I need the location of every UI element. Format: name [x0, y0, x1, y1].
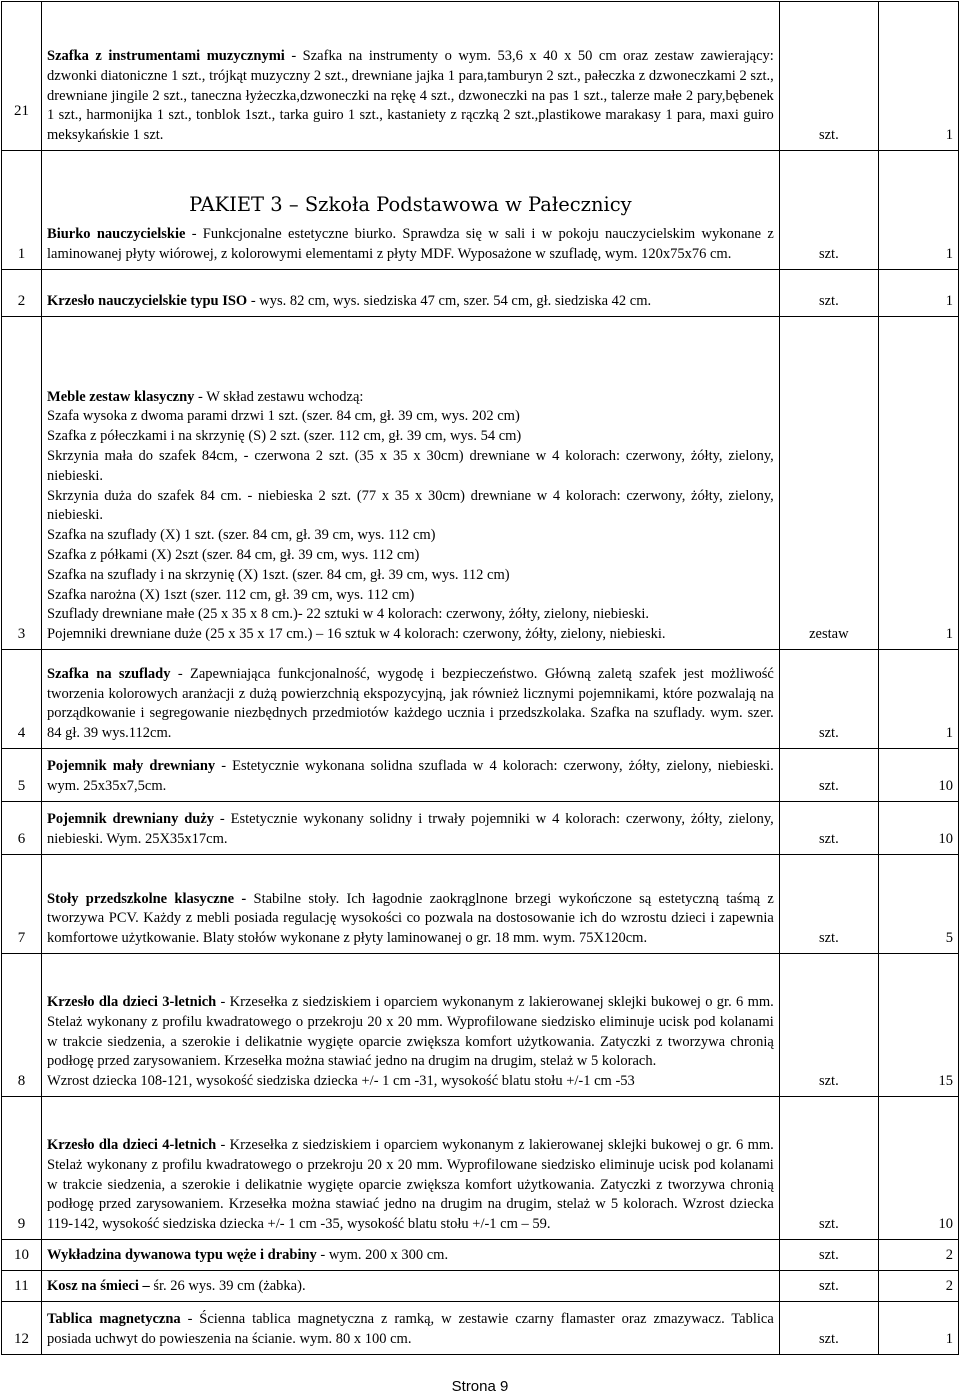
list-item: Skrzynia duża do szafek 84 cm. - niebieska 2 szt. (77 x 35 x 30cm) drewniane w 4 kolorach: czerwony, żółty, zielony, niebieski.	[47, 487, 774, 524]
item-title: Meble zestaw klasyczny	[47, 388, 195, 405]
package-heading: PAKIET 3 – Szkoła Podstawowa w Pałecznicy	[189, 193, 632, 217]
item-quantity: 2	[878, 1240, 958, 1271]
list-item: Szafka z półeczkami i na skrzynię (S) 2 szt. (szer. 112 cm, gł. 39 cm, wys. 54 cm)	[47, 428, 522, 445]
item-text: - wym. 200 x 300 cm.	[316, 1247, 449, 1264]
list-item: Pojemniki drewniane duże (25 x 35 x 17 cm.) – 16 sztuk w 4 kolorach: czerwony, żółty, zielony, niebieski.	[47, 626, 666, 643]
item-text: - wys. 82 cm, wys. siedziska 47 cm, szer. 54 cm, gł. siedziska 42 cm.	[247, 293, 652, 310]
item-description	[42, 1271, 780, 1302]
item-unit: szt.	[779, 749, 878, 802]
table-row	[2, 954, 959, 1097]
table-row	[2, 1097, 959, 1240]
row-number: 1	[2, 151, 42, 270]
item-text: - Funkcjonalne estetyczne biurko. Sprawdza się w sali i w pokoju nauczycielskim wykonane z laminowanej płyty wiórowej, z kolorowymi elementami z płyty MDF. Wyposażone w szufladę, wym. 120x75x76 cm.	[47, 226, 774, 263]
row-number: 9	[2, 1097, 42, 1240]
item-description	[42, 802, 780, 855]
list-item: Szafka na szuflady i na skrzynię (X) 1szt. (szer. 84 cm, gł. 39 cm, wys. 112 cm)	[47, 566, 510, 583]
list-item: Skrzynia mała do szafek 84cm, - czerwona 2 szt. (35 x 35 x 30cm) drewniane w 4 kolorach: czerwony, żółty, zielony, niebieski.	[47, 448, 774, 484]
item-quantity: 10	[878, 749, 958, 802]
item-text: - W skład zestawu wchodzą:	[194, 388, 364, 405]
item-unit: szt.	[779, 151, 878, 270]
item-text: - Ścienna tablica magnetyczna z ramką, w zestawie czarny flamaster oraz zmazywacz. Tablica posiada uchwyt do powieszenia na ścianie. wym. 80 x 100 cm.	[47, 1311, 774, 1348]
item-description	[42, 650, 780, 749]
item-text-2: Wzrost dziecka 108-121, wysokość siedziska dziecka +/- 1 cm -31, wysokość blatu stołu +/-1 cm -53	[47, 1073, 635, 1090]
item-text: - Krzesełka z siedziskiem i oparciem wykonanym z lakierowanej sklejki bukowej o gr. 6 mm. Stelaż wykonany z profilu kwadratowego o przekroju 20 x 20 mm. Wyprofilowane siedzisko eliminuje ucisk pod kolanami w trakcie siedzenia, a szerokie i delikatnie wygięte oparcie zwiększa komfort użytkowania. Zatyczki z tworzywa chronią podłogę przed zarysowaniem. Krzesełka można stawiać jedno na drugim na drugim, stelaż w 5 kolorach. Wzrost dziecka 119-142, wysokość siedziska dziecka +/- 1 cm -35, wysokość blatu stołu +/-1 cm – 59.	[47, 1137, 774, 1233]
item-quantity: 15	[878, 954, 958, 1097]
item-text: Stabilne stoły. Ich łagodnie zaokrąglnone brzegi wykończone są estetyczną taśmą z tworzywa PCV. Każdy z mebli posiada regulację wysokości co pozwala na dostosowanie ich do wzrostu dzieci i zapewnia komfortowe użytkowanie. Blaty stołów wykonane z płyty laminowanej o gr. 18 mm. wym. 75X120cm.	[47, 890, 774, 947]
item-description	[42, 1097, 780, 1240]
item-title: Stoły przedszkolne klasyczne -	[47, 890, 247, 907]
table-row	[2, 151, 959, 270]
row-number: 10	[2, 1240, 42, 1271]
page-number: Strona 9	[451, 1378, 509, 1395]
item-description	[42, 855, 780, 954]
row-number: 8	[2, 954, 42, 1097]
item-title: Pojemnik mały drewniany	[47, 758, 216, 775]
item-unit: szt.	[779, 954, 878, 1097]
table-row	[2, 749, 959, 802]
item-quantity: 1	[878, 2, 958, 151]
row-number: 12	[2, 1302, 42, 1355]
table-row	[2, 855, 959, 954]
table-row	[2, 802, 959, 855]
item-text: - Estetycznie wykonany solidny i trwały pojemniki w 4 kolorach: czerwony, żółty, zielony, niebieski. Wym. 25X35x17cm.	[47, 811, 774, 848]
row-number: 5	[2, 749, 42, 802]
row-number: 11	[2, 1271, 42, 1302]
row-number: 2	[2, 270, 42, 317]
list-item: Szafka narożna (X) 1szt (szer. 112 cm, gł. 39 cm, wys. 112 cm)	[47, 586, 415, 603]
row-number: 4	[2, 650, 42, 749]
item-title: Kosz na śmieci –	[47, 1278, 150, 1295]
item-text: - Szafka na instrumenty o wym. 53,6 x 40 x 50 cm oraz zestaw zawierający: dzwonki diatoniczne 1 szt., trójkąt muzyczny 2 szt., drewniane jajka 1 para,tamburyn 2 szt., pałeczka z dzwoneczkami 2 szt., drewniane jingile 2 szt., taneczna łyżeczka,dzwoneczki na rękę 4 szt., dzwoneczki na pas 1 szt., talerze małe 2 pary,bębenek 1 szt., harmonijka 1 szt., tonblok 1szt., tarka guiro 1 szt., kastaniety z rączką 2 szt.,plastikowe marakasy 1 para, maxi guiro meksykańskie 1 szt.	[47, 48, 774, 144]
item-title: Krzesło dla dzieci 3-letnich	[47, 994, 217, 1011]
item-unit: szt.	[779, 270, 878, 317]
item-title: Krzesło dla dzieci 4-letnich	[47, 1137, 217, 1154]
item-description	[42, 317, 780, 650]
item-title: Krzesło nauczycielskie typu ISO	[47, 293, 248, 310]
item-title: Biurko nauczycielskie	[47, 226, 186, 243]
item-title: Szafka z instrumentami muzycznymi	[47, 48, 285, 65]
item-quantity: 10	[878, 802, 958, 855]
item-unit: szt.	[779, 1097, 878, 1240]
item-quantity: 1	[878, 270, 958, 317]
table-row	[2, 2, 959, 151]
item-text: - Krzesełka z siedziskiem i oparciem wykonanym z lakierowanej sklejki bukowej o gr. 6 mm. Stelaż wykonany z profilu kwadratowego o przekroju 20 x 20 mm. Wyprofilowane siedzisko eliminuje ucisk pod kolanami w trakcie siedzenia, a szerokie i delikatnie wygięte oparcie zwiększa komfort użytkowania. Zatyczki z tworzywa chronią podłogę przed zarysowaniem. Krzesełka można stawiać jedno na drugim na drugim, stelaż w 5 kolorach.	[47, 994, 774, 1070]
item-quantity: 1	[878, 317, 958, 650]
table-row	[2, 1302, 959, 1355]
item-title: Pojemnik drewniany duży	[47, 811, 215, 828]
item-unit: szt.	[779, 1240, 878, 1271]
item-quantity: 1	[878, 650, 958, 749]
row-number: 21	[2, 2, 42, 151]
list-item: Szafka z półkami (X) 2szt (szer. 84 cm, gł. 39 cm, wys. 112 cm)	[47, 547, 420, 564]
item-unit: szt.	[779, 2, 878, 151]
item-unit: szt.	[779, 650, 878, 749]
row-number: 7	[2, 855, 42, 954]
item-text: - Zapewniająca funkcjonalność, wygodę i bezpieczeństwo. Główną zaletą szafek jest możliwość tworzenia kolorowych aranżacji z dużą powierzchnią ekspozycyjną, jak również licznymi pojemnikami, które pozwalają na porządkowanie i segregowanie niezbędnych przedmiotów każdego ucznia i przedszkolaka. Szafka na szuflady. wym. szer. 84 gł. 39 wys.112cm.	[47, 665, 774, 742]
table-row	[2, 317, 959, 650]
item-unit: szt.	[779, 1302, 878, 1355]
item-quantity: 10	[878, 1097, 958, 1240]
table-row	[2, 270, 959, 317]
item-text: - Estetycznie wykonana solidna szuflada w 4 kolorach: czerwony, żółty, zielony, niebieski. wym. 25x35x7,5cm.	[47, 758, 774, 795]
table-row	[2, 650, 959, 749]
item-unit: zestaw	[779, 317, 878, 650]
row-number: 6	[2, 802, 42, 855]
item-title: Szafka na szuflady	[47, 665, 171, 682]
item-quantity: 2	[878, 1271, 958, 1302]
item-description	[42, 1240, 780, 1271]
item-quantity: 1	[878, 151, 958, 270]
item-description	[42, 749, 780, 802]
item-unit: szt.	[779, 802, 878, 855]
item-description	[42, 2, 780, 151]
items-table	[1, 1, 959, 1355]
item-unit: szt.	[779, 855, 878, 954]
table-row	[2, 1271, 959, 1302]
row-number: 3	[2, 317, 42, 650]
item-description	[42, 151, 780, 270]
item-title: Tablica magnetyczna	[47, 1311, 181, 1328]
item-description	[42, 270, 780, 317]
table-row	[2, 1240, 959, 1271]
list-item: Szuflady drewniane małe (25 x 35 x 8 cm.)- 22 sztuki w 4 kolorach: czerwony, żółty, zielony, niebieski.	[47, 606, 650, 623]
item-quantity: 1	[878, 1302, 958, 1355]
list-item: Szafa wysoka z dwoma parami drzwi 1 szt. (szer. 84 cm, gł. 39 cm, wys. 202 cm)	[47, 408, 520, 425]
item-title: Wykładzina dywanowa typu węże i drabiny	[47, 1247, 317, 1264]
item-description	[42, 1302, 780, 1355]
item-text: śr. 26 wys. 39 cm (żabka).	[149, 1278, 306, 1295]
item-quantity: 5	[878, 855, 958, 954]
item-description	[42, 954, 780, 1097]
list-item: Szafka na szuflady (X) 1 szt. (szer. 84 cm, gł. 39 cm, wys. 112 cm)	[47, 527, 436, 544]
item-unit: szt.	[779, 1271, 878, 1302]
